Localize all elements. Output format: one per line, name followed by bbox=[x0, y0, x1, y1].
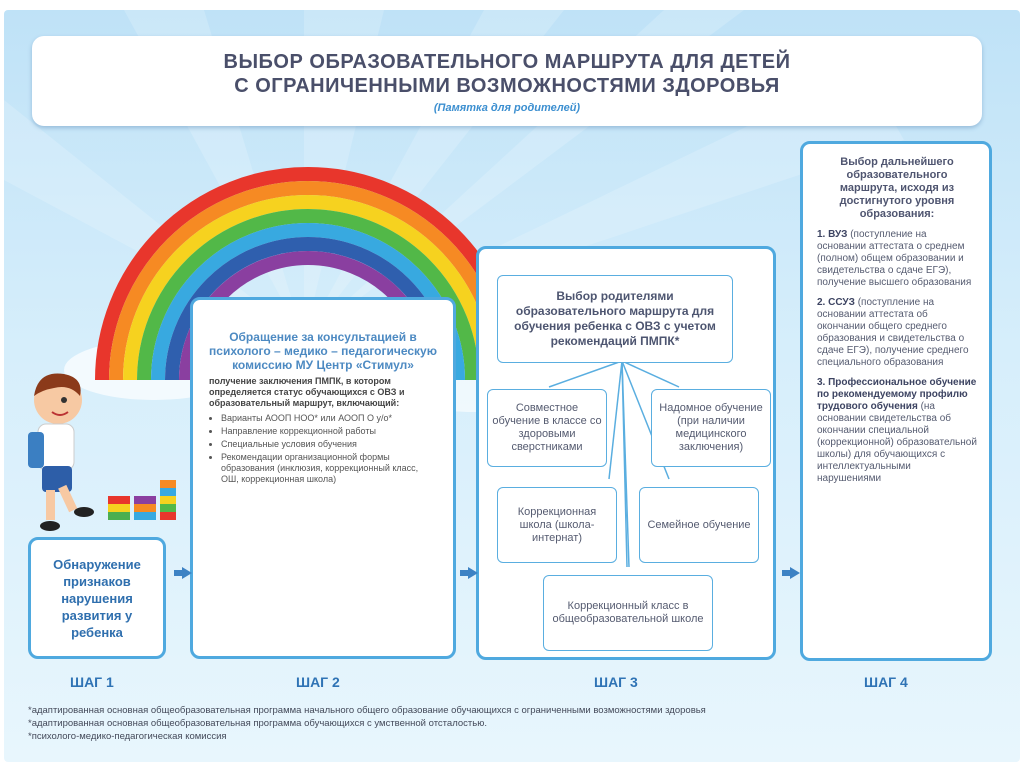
step-3-card bbox=[476, 246, 776, 660]
step-1-label: ШАГ 1 bbox=[70, 674, 114, 690]
list-item: • Варианты АООП НОО* или АООП О у/о* bbox=[221, 413, 437, 424]
list-item: 1. ВУЗ (поступление на основании аттестата о среднем (полном) общем образовании и свидетельства о сдаче ЕГЭ), получение высшего образования bbox=[817, 229, 972, 288]
step-1-card bbox=[28, 537, 166, 659]
option-family: Семейное обучение bbox=[639, 487, 759, 563]
step-3-heading: Выбор родителями образовательного маршрута для обучения ребенка с ОВЗ с учетом рекомендаций ПМПК* bbox=[497, 275, 733, 363]
footnotes bbox=[28, 704, 706, 743]
list-item: 2. ССУЗ (поступление на основании аттестата об окончании общего среднего образования и свидетельства о сдаче ЕГЭ), получение среднего специального образования bbox=[817, 297, 969, 368]
page-title bbox=[32, 50, 982, 98]
footnote: *адаптированная основная общеобразовательная программа начального общего образование обучающихся с ограниченными возможностями здоровья bbox=[28, 705, 706, 716]
title-line-2: С ОГРАНИЧЕННЫМИ ВОЗМОЖНОСТЯМИ ЗДОРОВЬЯ bbox=[234, 75, 780, 97]
footnote: *адаптированная основная общеобразовательная программа обучающихся с умственной отсталостью. bbox=[28, 718, 487, 729]
footnote: *психолого-медико-педагогическая комиссия bbox=[28, 731, 227, 742]
list-item: • Специальные условия обучения bbox=[221, 439, 437, 450]
step-4-label: ШАГ 4 bbox=[864, 674, 908, 690]
option-correctional-class: Коррекционный класс в общеобразовательной школе bbox=[543, 575, 713, 651]
list-item: 3. Профессиональное обучение по рекомендуемому профилю трудового обучения (на основании свидетельства об окончании специальной (коррекционной) образовательной школы) для обучающихся с интеллектуальными нарушениями bbox=[817, 377, 977, 484]
list-item: • Рекомендации организационной формы образования (инклюзия, коррекционный класс, ОШ, коррекционная школа) bbox=[221, 452, 437, 485]
option-home: Надомное обучение (при наличии медицинского заключения) bbox=[651, 389, 771, 467]
arrow-right-icon bbox=[468, 567, 478, 579]
step-4-card bbox=[800, 141, 992, 661]
title-line-1: ВЫБОР ОБРАЗОВАТЕЛЬНОГО МАРШРУТА ДЛЯ ДЕТЕЙ bbox=[223, 51, 791, 73]
step-2-heading: Обращение за консультацией в психолого – медико – педагогическую комиссию МУ Центр «Стимул» bbox=[209, 330, 437, 372]
step-2-list bbox=[209, 413, 437, 485]
poster-background bbox=[4, 10, 1020, 762]
step-2-body: получение заключения ПМПК, в котором определяется статус обучающихся с ОВЗ и образовательный маршрут, включающий: bbox=[209, 376, 405, 408]
step-2-label: ШАГ 2 bbox=[296, 674, 340, 690]
option-correctional-school: Коррекционная школа (школа-интернат) bbox=[497, 487, 617, 563]
arrow-right-icon bbox=[182, 567, 192, 579]
title-box bbox=[32, 36, 982, 126]
step-1-text: Обнаружение признаков нарушения развития у ребенка bbox=[53, 556, 141, 640]
list-item: • Направление коррекционной работы bbox=[221, 426, 437, 437]
step-4-heading: Выбор дальнейшего образовательного маршрута, исходя из достигнутого уровня образования: bbox=[839, 156, 955, 220]
boy-illustration bbox=[18, 366, 178, 542]
step-2-card bbox=[190, 297, 456, 659]
step-3-label: ШАГ 3 bbox=[594, 674, 638, 690]
arrow-right-icon bbox=[790, 567, 800, 579]
page-subtitle: (Памятка для родителей) bbox=[433, 102, 581, 114]
option-inclusive: Совместное обучение в классе со здоровыми сверстниками bbox=[487, 389, 607, 467]
